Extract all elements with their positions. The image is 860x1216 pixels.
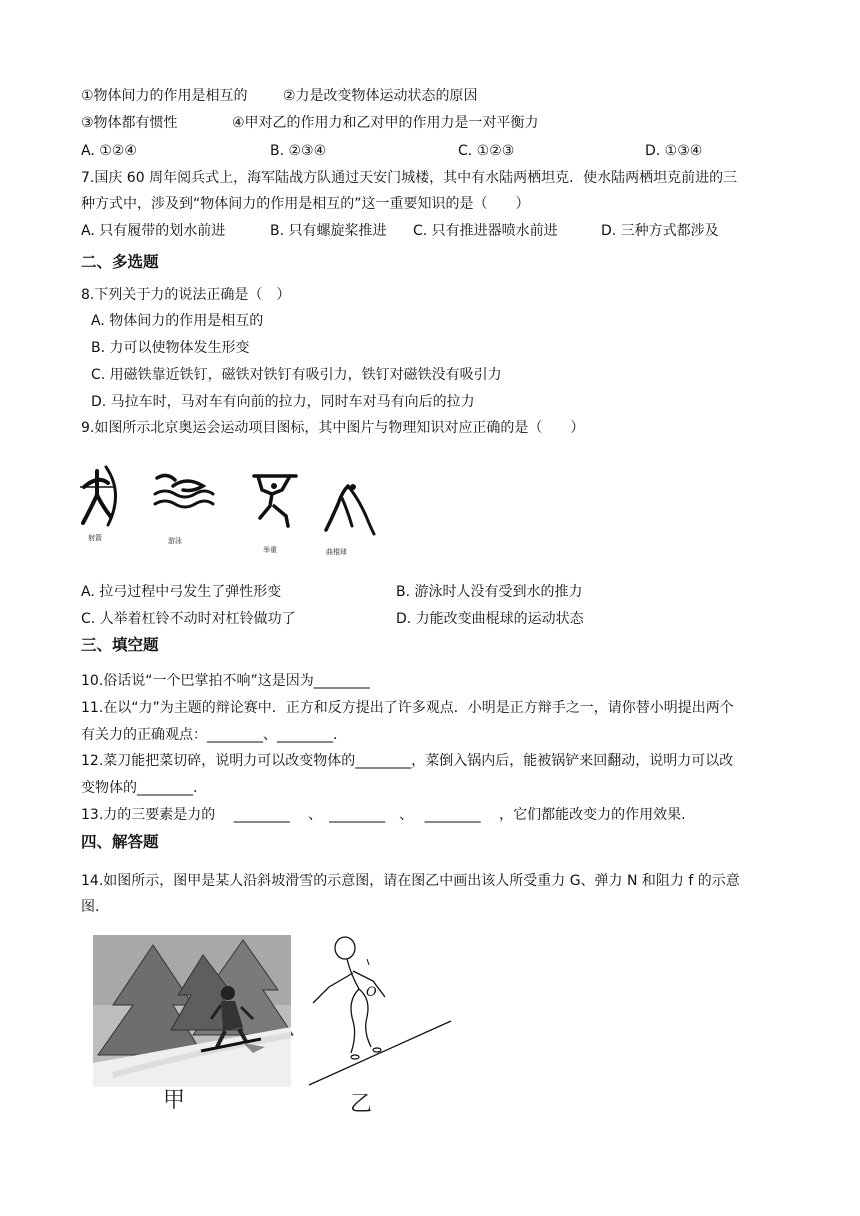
section-heading-fill-blank: 三、填空题 (81, 636, 159, 654)
caption-swimming: 游泳 (168, 537, 182, 545)
archery-pictogram (78, 465, 128, 530)
q7-option-d: D. 三种方式都涉及 (601, 223, 719, 239)
q14-line-1: 14.如图所示，图甲是某人沿斜坡滑雪的示意图，请在图乙中画出该人所受重力 G、弹力 N 和阻力 f 的示意 (81, 873, 740, 889)
q8-stem: 8.下列关于力的说法正确是（ ） (81, 287, 291, 303)
caption-archery: 射箭 (88, 534, 102, 542)
q11-line-2: 有关力的正确观点：________、________． (81, 727, 347, 743)
q14-line-2: 图. (81, 899, 100, 915)
q13-text: 13.力的三要素是力的 ________ 、 ________ 、 ________ ，它们都能改变力的作用效果. (81, 807, 686, 823)
q10-text: 10.俗话说“一个巴掌拍不响”这是因为________ (81, 673, 370, 689)
caption-weightlifting: 举重 (263, 546, 277, 554)
q6-stmt-3: ③物体都有惯性 (81, 115, 178, 131)
point-label-o: O (366, 985, 377, 1000)
q7-option-c: C. 只有推进器喷水前进 (413, 223, 558, 239)
q9-option-d: D. 力能改变曲棍球的运动状态 (396, 611, 584, 627)
q9-option-c: C. 人举着杠铃不动时对杠铃做功了 (81, 611, 296, 627)
q6-option-c: C. ①②③ (458, 143, 515, 159)
q6-stmt-2: ②力是改变物体运动状态的原因 (283, 88, 478, 104)
section-heading-multi-choice: 二、多选题 (81, 253, 159, 271)
q11-line-1: 11.在以“力”为主题的辩论赛中．正方和反方提出了许多观点．小明是正方辩手之一，请你替小明提出两个 (81, 700, 734, 716)
q8-option-c: C. 用磁铁靠近铁钉，磁铁对铁钉有吸引力，铁钉对磁铁没有吸引力 (91, 367, 502, 383)
skier-photo-figure (93, 935, 291, 1087)
caption-hockey: 曲棍球 (326, 548, 347, 556)
q12-line-1: 12.菜刀能把菜切碎，说明力可以改变物体的________，菜倒入锅内后，能被锅铲来回翻动，说明力可以改 (81, 753, 734, 769)
hockey-pictogram (318, 482, 378, 544)
swimming-pictogram (153, 470, 215, 518)
skier-diagram-figure (305, 935, 455, 1087)
q9-option-a: A. 拉弓过程中弓发生了弹性形变 (81, 584, 282, 600)
section-heading-answer: 四、解答题 (81, 833, 159, 851)
q7-option-a: A. 只有履带的划水前进 (81, 223, 226, 239)
q6-option-d: D. ①③④ (645, 143, 703, 159)
q9-option-b: B. 游泳时人没有受到水的推力 (396, 584, 583, 600)
q6-stmt-4: ④甲对乙的作用力和乙对甲的作用力是一对平衡力 (232, 115, 539, 131)
weightlifting-pictogram (252, 470, 298, 530)
q6-option-a: A. ①②④ (81, 143, 137, 159)
q7-line-2: 种方式中，涉及到“物体间力的作用是相互的”这一重要知识的是（ ） (81, 196, 530, 212)
q9-stem: 9.如图所示北京奥运会运动项目图标，其中图片与物理知识对应正确的是（ ） (81, 420, 585, 436)
q6-option-b: B. ②③④ (270, 143, 327, 159)
q12-line-2: 变物体的________. (81, 780, 198, 796)
q8-option-b: B. 力可以使物体发生形变 (91, 340, 250, 356)
figure-label-jia: 甲 (163, 1088, 186, 1113)
q8-option-a: A. 物体间力的作用是相互的 (91, 313, 264, 329)
q8-option-d: D. 马拉车时，马对车有向前的拉力，同时车对马有向后的拉力 (91, 394, 475, 410)
q6-stmt-1: ①物体间力的作用是相互的 (81, 88, 248, 104)
q7-option-b: B. 只有螺旋桨推进 (270, 223, 387, 239)
q7-line-1: 7.国庆 60 周年阅兵式上，海军陆战方队通过天安门城楼，其中有水陆两栖坦克．使水陆两栖坦克前进的三 (81, 170, 738, 186)
figure-label-yi: 乙 (350, 1092, 373, 1117)
